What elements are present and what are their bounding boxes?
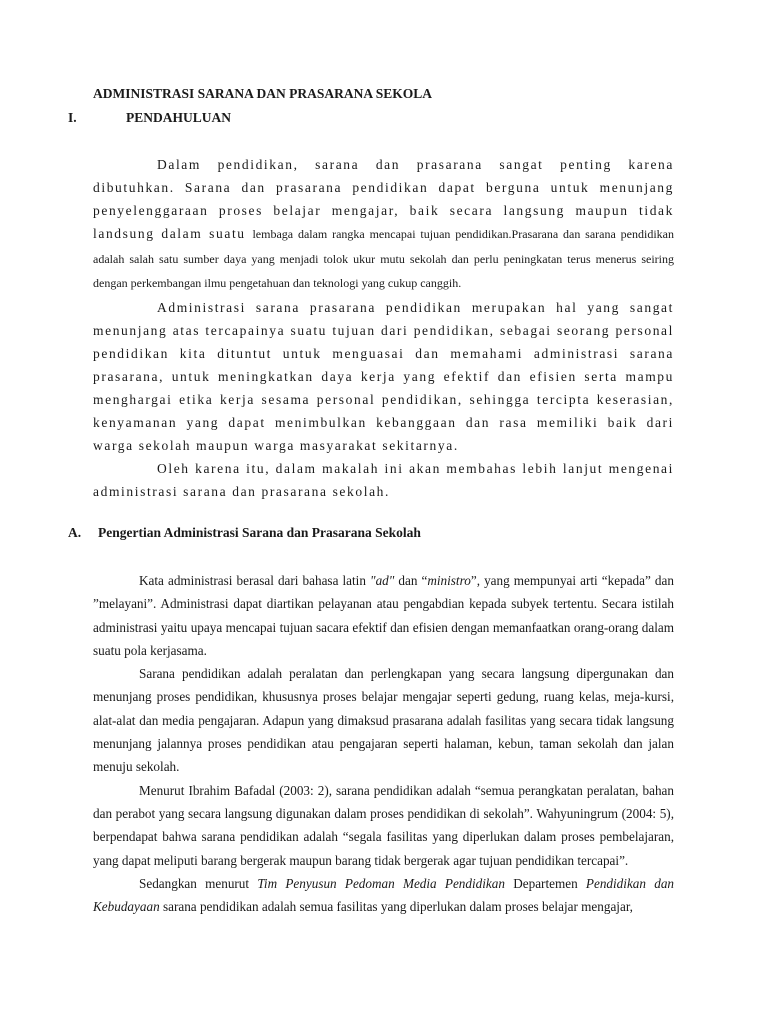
text-run: Kata administrasi berasal dari bahasa latin <box>139 573 371 588</box>
section-title: PENDAHULUAN <box>126 110 232 125</box>
intro-paragraph-1 <box>93 153 674 296</box>
text-run: sarana pendidikan adalah semua fasilitas yang diperlukan dalam proses belajar mengajar, <box>159 899 633 915</box>
introduction-body <box>93 153 674 503</box>
text-run: dan “ <box>394 573 428 588</box>
italic-reference: Pendidikan dan Kebudayaan <box>93 875 675 915</box>
definition-paragraph-4 <box>93 872 674 919</box>
intro-paragraph-1-part-a: Dalam pendidikan, sarana dan prasarana sangat penting karena dibutuhkan. Sarana dan prasarana pendidikan dapat berguna untuk menunjang penyelenggaraan proses belajar mengajar, baik secara langsung maupun tidak landsung dalam suatu <box>93 157 674 241</box>
subsection-title: Pengertian Administrasi Sarana dan Prasarana Sekolah <box>98 525 421 540</box>
section-number: I. <box>68 110 77 125</box>
subsection-number: A. <box>68 525 82 540</box>
italic-reference: Tim Penyusun Pedoman Media Pendidikan <box>257 875 505 891</box>
text-run: Departemen <box>504 875 586 891</box>
intro-paragraph-1-part-b: lembaga dalam rangka mencapai tujuan pendidikan.Prasarana dan sarana pendidikan adalah salah satu sumber daya yang menjadi tolok ukur mutu sekolah dan perlu peningkatan terus menerus seiring dengan perkembangan ilmu pengetahuan dan teknologi yang cukup canggih. <box>93 227 674 290</box>
definition-paragraph-3: Menurut Ibrahim Bafadal (2003: 2), sarana pendidikan adalah “semua perangkatan peralatan, bahan dan perabot yang secara langsung digunakan dalam proses pendidikan di sekolah”. Wahyuningrum (2004: 5), berpendapat bahwa sarana pendidikan adalah “segala fasilitas yang diperlukan dalam proses pembelajaran, yang dapat meliputi barang bergerak maupun barang tidak bergerak agar tujuan pendidikan tercapai”. <box>93 782 674 868</box>
definition-paragraph-2: Sarana pendidikan adalah peralatan dan perlengkapan yang secara langsung dipergunakan dan menunjang proses pendidikan, khususnya proses belajar mengajar seperti gedung, ruang kelas, meja-kursi, alat-alat dan media pengajaran. Adapun yang dimaksud prasarana adalah fasilitas yang secara tidak langsung menunjang jalannya proses pendidikan atau pengajaran seperti halaman, kebun, taman sekolah dan jalan menuju sekolah. <box>93 666 674 775</box>
intro-paragraph-2: Administrasi sarana prasarana pendidikan merupakan hal yang sangat menunjang atas tercapainya suatu tujuan dari pendidikan, sebagai seorang personal pendidikan kita dituntut untuk menguasai dan memahami administrasi sarana prasarana, untuk meningkatkan daya kerja yang efektif dan efisien serta mampu menghargai etika kerja sesama personal pendidikan, sehingga tercipta keserasian, kenyamanan yang dapat menimbulkan kebanggaan dan rasa memiliki baik dari warga sekolah maupun warga masyarakat sekitarnya. <box>93 299 674 453</box>
subsection-body <box>93 569 674 918</box>
italic-term: ministro <box>427 573 471 588</box>
text-run: ”, yang mempunyai arti “kepada” dan ”melayani”. Administrasi dapat diartikan pelayanan atau pengabdian kepada subyek tertentu. Secara istilah administrasi yaitu upaya mencapai tujuan sacara efektif dan efisien dengan memanfaatkan orang-orang dalam suatu pola kerjasama. <box>93 573 674 658</box>
text-run: Sedangkan menurut <box>139 875 258 891</box>
definition-paragraph-1 <box>93 569 674 662</box>
italic-term: "ad" <box>370 573 395 588</box>
document-title: ADMINISTRASI SARANA DAN PRASARANA SEKOLA <box>93 86 433 101</box>
intro-paragraph-3: Oleh karena itu, dalam makalah ini akan membahas lebih lanjut mengenai administrasi sarana dan prasarana sekolah. <box>93 460 674 499</box>
